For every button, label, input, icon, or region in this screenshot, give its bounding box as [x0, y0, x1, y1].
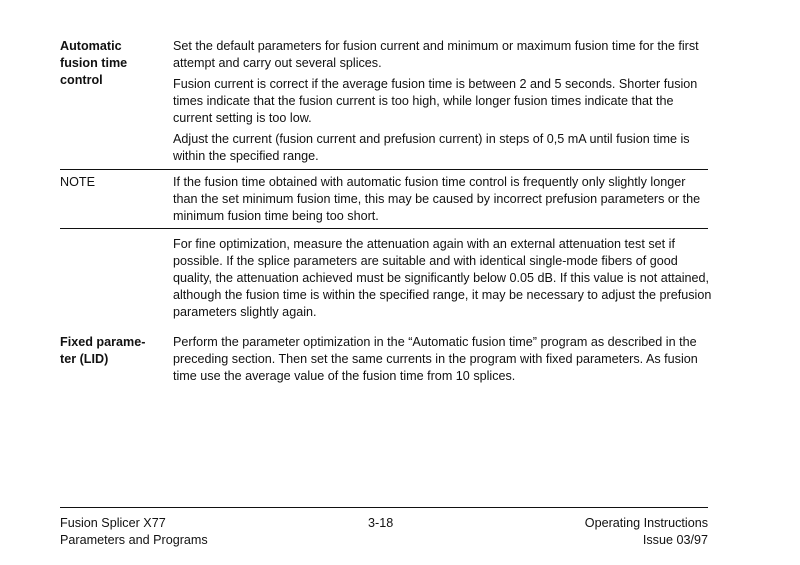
- label-line: NOTE: [60, 175, 95, 189]
- footer-product: Fusion Splicer X77: [60, 516, 166, 530]
- section-body: [173, 38, 713, 169]
- section-body: [173, 334, 713, 389]
- paragraph: For fine optimization, measure the attenuation again with an external attenuation test set if possible. If the splice parameters are suitable and with identical single-mode fibers of good quality, the attenuation achieved must be significantly below 0.05 dB. If this value is not attained, although the fusion time is within the specified range, it may be necessary to adjust the prefusion parameters slightly again.: [173, 237, 712, 319]
- footer-issue: Issue 03/97: [642, 533, 708, 547]
- paragraph: Set the default parameters for fusion current and minimum or maximum fusion time for the first attempt and carry out several splices.: [173, 39, 699, 70]
- footer-rule: [60, 507, 708, 508]
- label-line: control: [60, 73, 103, 87]
- paragraph: Fusion current is correct if the average fusion time is between 2 and 5 seconds. Shorter fusion times indicate that the fusion current is too high, while longer fusion times indicate that the current setting is too low.: [173, 77, 698, 125]
- footer-page-number: 3-18: [368, 516, 394, 530]
- label-line: Fixed parame-: [60, 335, 146, 349]
- label-line: ter (LID): [60, 352, 109, 366]
- section-body: [173, 174, 713, 229]
- footer-doc-type: Operating Instructions: [584, 516, 708, 530]
- footer-chapter: Parameters and Programs: [60, 533, 208, 547]
- section-label: [60, 334, 165, 368]
- paragraph: Adjust the current (fusion current and prefusion current) in steps of 0,5 mA until fusion time is within the specified range.: [173, 132, 690, 163]
- divider-rule: [60, 169, 708, 170]
- paragraph: If the fusion time obtained with automatic fusion time control is frequently only slightly longer than the set minimum fusion time, this may be caused by incorrect prefusion parameters or the minimum fusion time being too short.: [173, 175, 701, 223]
- divider-rule: [60, 228, 708, 229]
- page-footer: [60, 515, 708, 549]
- label-line: fusion time: [60, 56, 128, 70]
- paragraph: Perform the parameter optimization in the “Automatic fusion time” program as described in the preceding section. Then set the same currents in the program with fixed parameters. As fusion time use the average value of the fusion time from 10 splices.: [173, 335, 698, 383]
- section-label: [60, 38, 165, 89]
- section-body: [173, 236, 713, 325]
- note-label: [60, 174, 165, 191]
- label-line: Automatic: [60, 39, 122, 53]
